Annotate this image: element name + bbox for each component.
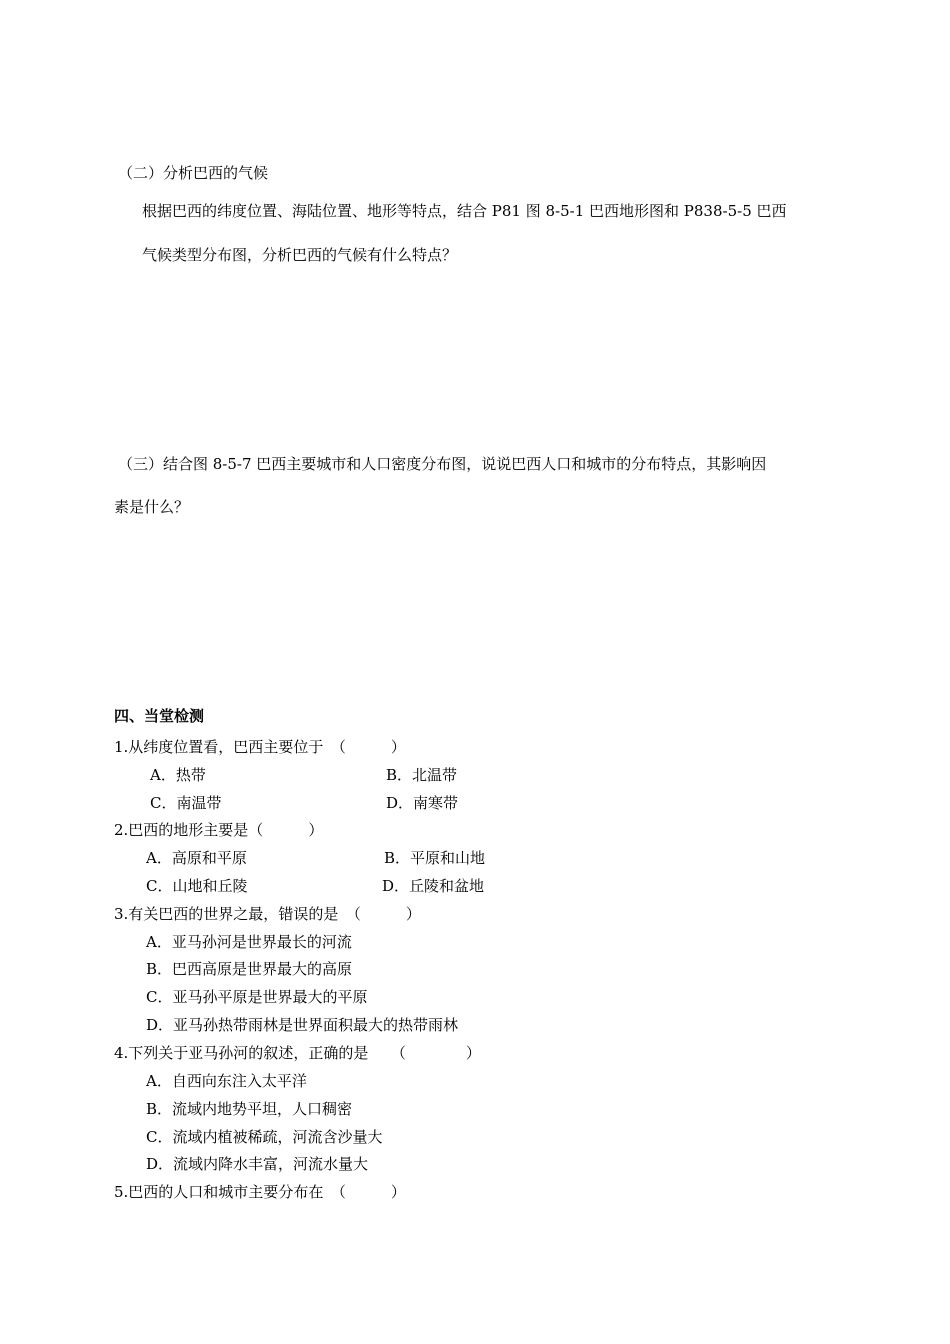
- question-5-stem: 5.巴西的人口和城市主要分布在 （ ）: [114, 1183, 406, 1201]
- question-4-option-c: C．流域内植被稀疏，河流含沙量大: [146, 1128, 383, 1146]
- question-1-option-b: B．北温带: [386, 766, 458, 784]
- population-question-line-2: 素是什么？: [114, 498, 190, 516]
- question-3-option-d: D．亚马孙热带雨林是世界面积最大的热带雨林: [146, 1016, 459, 1034]
- climate-paragraph-line-2: 气候类型分布图，分析巴西的气候有什么特点？: [142, 246, 458, 264]
- question-2-option-a: A．高原和平原: [146, 849, 247, 867]
- question-2-option-d: D．丘陵和盆地: [382, 877, 485, 895]
- question-4-option-a: A．自西向东注入太平洋: [146, 1072, 307, 1090]
- population-question-line-1: （三）结合图 8-5-7 巴西主要城市和人口密度分布图，说说巴西人口和城市的分布特点，其影响因: [118, 455, 767, 473]
- question-2-option-c: C．山地和丘陵: [146, 877, 248, 895]
- question-1-option-d: D．南寒带: [386, 794, 459, 812]
- question-2-stem: 2.巴西的地形主要是（ ）: [114, 821, 324, 839]
- question-4-option-b: B．流域内地势平坦，人口稠密: [146, 1100, 353, 1118]
- question-3-option-b: B．巴西高原是世界最大的高原: [146, 960, 353, 978]
- question-1-option-c: C．南温带: [150, 794, 222, 812]
- question-1-option-a: A．热带: [150, 766, 206, 784]
- climate-paragraph-line-1: 根据巴西的纬度位置、海陆位置、地形等特点，结合 P81 图 8-5-1 巴西地形图和 P838-5-5 巴西: [142, 202, 787, 220]
- section-heading-climate: （二）分析巴西的气候: [118, 164, 269, 182]
- question-3-option-a: A．亚马孙河是世界最长的河流: [146, 933, 352, 951]
- question-2-option-b: B．平原和山地: [384, 849, 486, 867]
- section-heading-test: 四、当堂检测: [114, 707, 205, 725]
- question-1-stem: 1.从纬度位置看，巴西主要位于 （ ）: [114, 738, 406, 756]
- question-3-option-c: C．亚马孙平原是世界最大的平原: [146, 988, 368, 1006]
- question-4-stem: 4.下列关于亚马孙河的叙述，正确的是 （ ）: [114, 1044, 481, 1062]
- question-4-option-d: D．流域内降水丰富，河流水量大: [146, 1155, 369, 1173]
- question-3-stem: 3.有关巴西的世界之最，错误的是 （ ）: [114, 905, 421, 923]
